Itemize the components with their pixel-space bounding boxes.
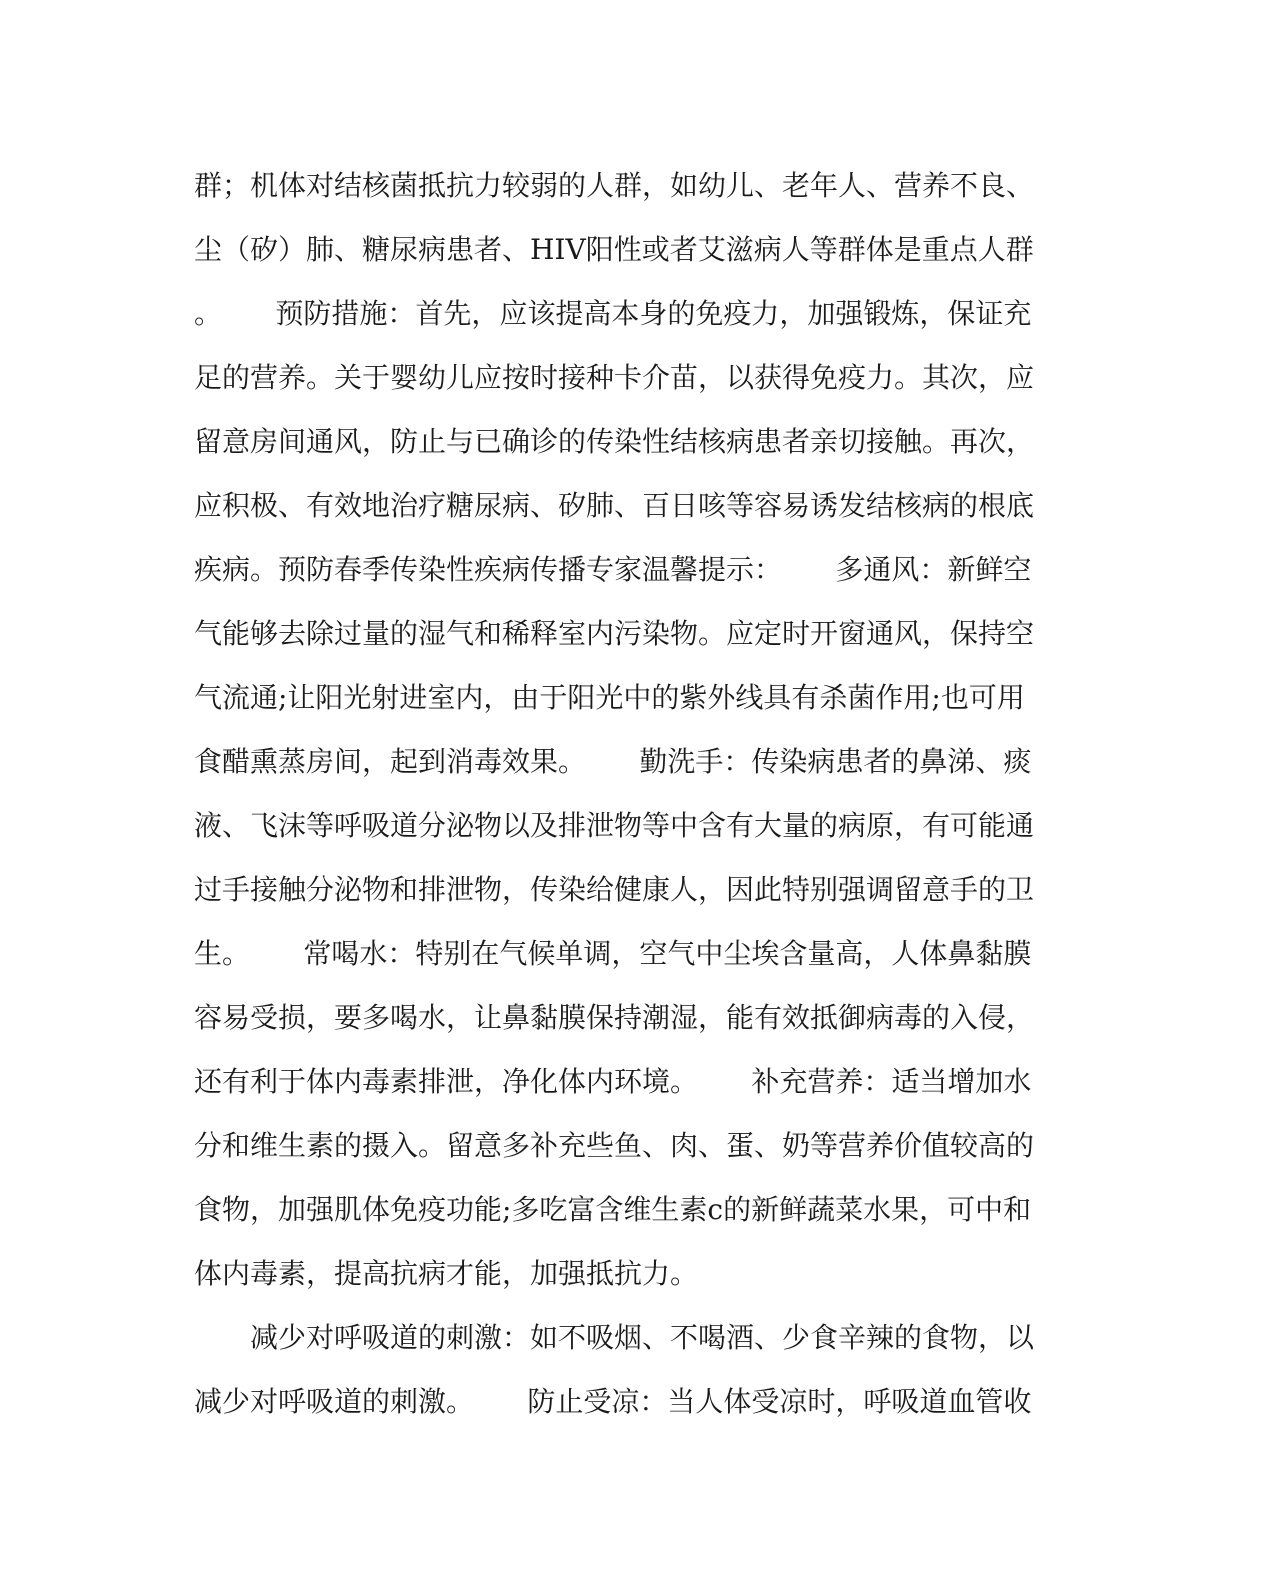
text-line: 减少对呼吸道的刺激。 防止受凉：当人体受凉时，呼吸道血管收 xyxy=(194,1385,1032,1418)
text-line: 容易受损，要多喝水，让鼻黏膜保持潮湿，能有效抵御病毒的入侵， xyxy=(194,1001,1035,1034)
text-line: 分和维生素的摄入。留意多补充些鱼、肉、蛋、奶等营养价值较高的 xyxy=(194,1129,1035,1162)
text-line: 留意房间通风，防止与已确诊的传染性结核病患者亲切接触。再次， xyxy=(194,425,1035,458)
text-line: 液、飞沫等呼吸道分泌物以及排泄物等中含有大量的病原，有可能通 xyxy=(194,809,1035,842)
text-line: 应积极、有效地治疗糖尿病、矽肺、百日咳等容易诱发结核病的根底 xyxy=(194,489,1035,522)
text-line: 气流通;让阳光射进室内，由于阳光中的紫外线具有杀菌作用;也可用 xyxy=(194,681,1025,714)
text-line: 食醋熏蒸房间，起到消毒效果。 勤洗手：传染病患者的鼻涕、痰 xyxy=(194,745,1032,778)
text-line: 食物，加强肌体免疫功能;多吃富含维生素c的新鲜蔬菜水果，可中和 xyxy=(194,1193,1032,1226)
text-line: 尘（矽）肺、糖尿病患者、HIV阳性或者艾滋病人等群体是重点人群 xyxy=(194,233,1034,266)
text-line: 生。 常喝水：特别在气候单调，空气中尘埃含量高，人体鼻黏膜 xyxy=(194,937,1032,970)
text-line: 减少对呼吸道的刺激：如不吸烟、不喝酒、少食辛辣的食物，以 xyxy=(250,1321,1035,1354)
text-line: 足的营养。关于婴幼儿应按时接种卡介苗，以获得免疫力。其次，应 xyxy=(194,361,1035,394)
text-line: 体内毒素，提高抗病才能，加强抵抗力。 xyxy=(194,1257,699,1290)
text-line: 过手接触分泌物和排泄物，传染给健康人，因此特别强调留意手的卫 xyxy=(194,873,1035,906)
text-line: 疾病。预防春季传染性疾病传播专家温馨提示： 多通风：新鲜空 xyxy=(194,553,1032,586)
text-line: 群；机体对结核菌抵抗力较弱的人群，如幼儿、老年人、营养不良、 xyxy=(194,169,1035,202)
text-line: 气能够去除过量的湿气和稀释室内污染物。应定时开窗通风，保持空 xyxy=(194,617,1035,650)
text-line: 。 预防措施：首先，应该提高本身的免疫力，加强锻炼，保证充 xyxy=(194,297,1032,330)
text-line: 还有利于体内毒素排泄，净化体内环境。 补充营养：适当增加水 xyxy=(194,1065,1032,1098)
